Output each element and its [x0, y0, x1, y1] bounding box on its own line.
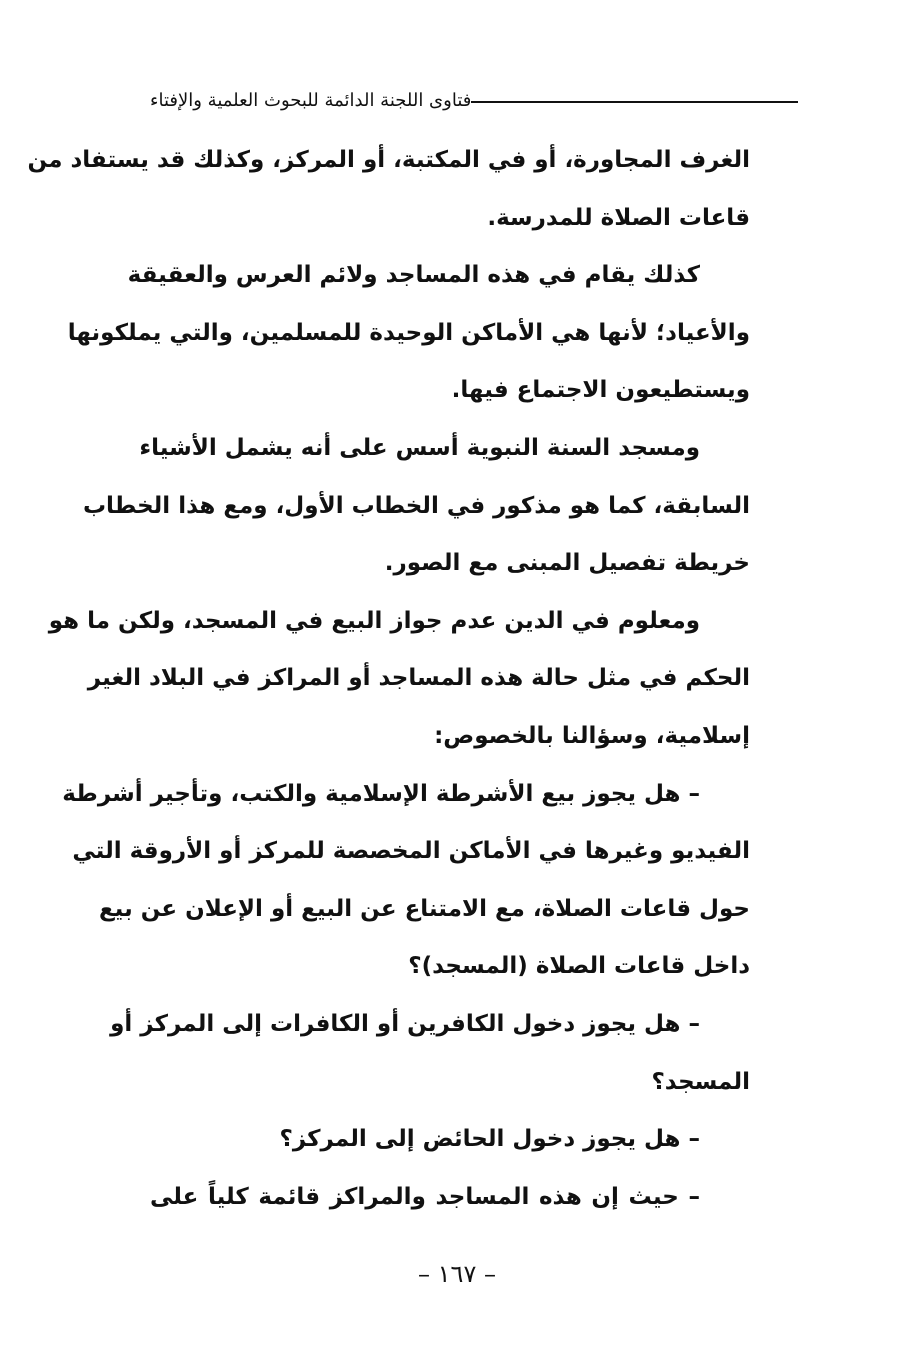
text-line: السابقة، كما هو مذكور في الخطاب الأول، ومع هذا الخطاب	[82, 492, 750, 519]
text-line: الغرف المجاورة، أو في المكتبة، أو المركز، وكذلك قد يستفاد من	[27, 147, 750, 173]
header-title: فتاوى اللجنة الدائمة للبحوث العلمية والإفتاء	[150, 89, 472, 111]
text-line: إسلامية، وسؤالنا بالخصوص:	[434, 722, 750, 749]
body-text	[27, 132, 750, 1226]
text-line: داخل قاعات الصلاة (المسجد)؟	[408, 953, 750, 980]
text-line: المسجد؟	[651, 1068, 750, 1095]
text-line: خريطة تفصيل المبنى مع الصور.	[384, 550, 750, 577]
text-line: كذلك يقام في هذه المساجد ولائم العرس والعقيقة	[127, 262, 700, 289]
running-header	[150, 82, 812, 118]
page-number: – ١٦٧ –	[418, 1260, 496, 1288]
text-line: ويستطيعون الاجتماع فيها.	[451, 377, 750, 404]
text-line: الفيديو وغيرها في الأماكن المخصصة للمركز أو الأروقة التي	[72, 838, 750, 865]
text-line: والأعياد؛ لأنها هي الأماكن الوحيدة للمسلمين، والتي يملكونها	[67, 319, 750, 346]
header-rule	[471, 101, 798, 103]
text-line: – هل يجوز دخول الكافرين أو الكافرات إلى المركز أو	[110, 1010, 700, 1037]
text-line: – هل يجوز دخول الحائض إلى المركز؟	[279, 1126, 700, 1153]
text-line: ومعلوم في الدين عدم جواز البيع في المسجد، ولكن ما هو	[48, 607, 700, 634]
text-line: قاعات الصلاة للمدرسة.	[487, 204, 750, 231]
text-line: – هل يجوز بيع الأشرطة الإسلامية والكتب، وتأجير أشرطة	[62, 780, 700, 807]
text-line: الحكم في مثل حالة هذه المساجد أو المراكز في البلاد الغير	[87, 665, 750, 692]
text-line: – حيث إن هذه المساجد والمراكز قائمة كلياً على	[150, 1183, 700, 1210]
text-line: ومسجد السنة النبوية أسس على أنه يشمل الأشياء	[139, 434, 700, 461]
text-line: حول قاعات الصلاة، مع الامتناع عن البيع أو الإعلان عن بيع	[98, 895, 750, 922]
